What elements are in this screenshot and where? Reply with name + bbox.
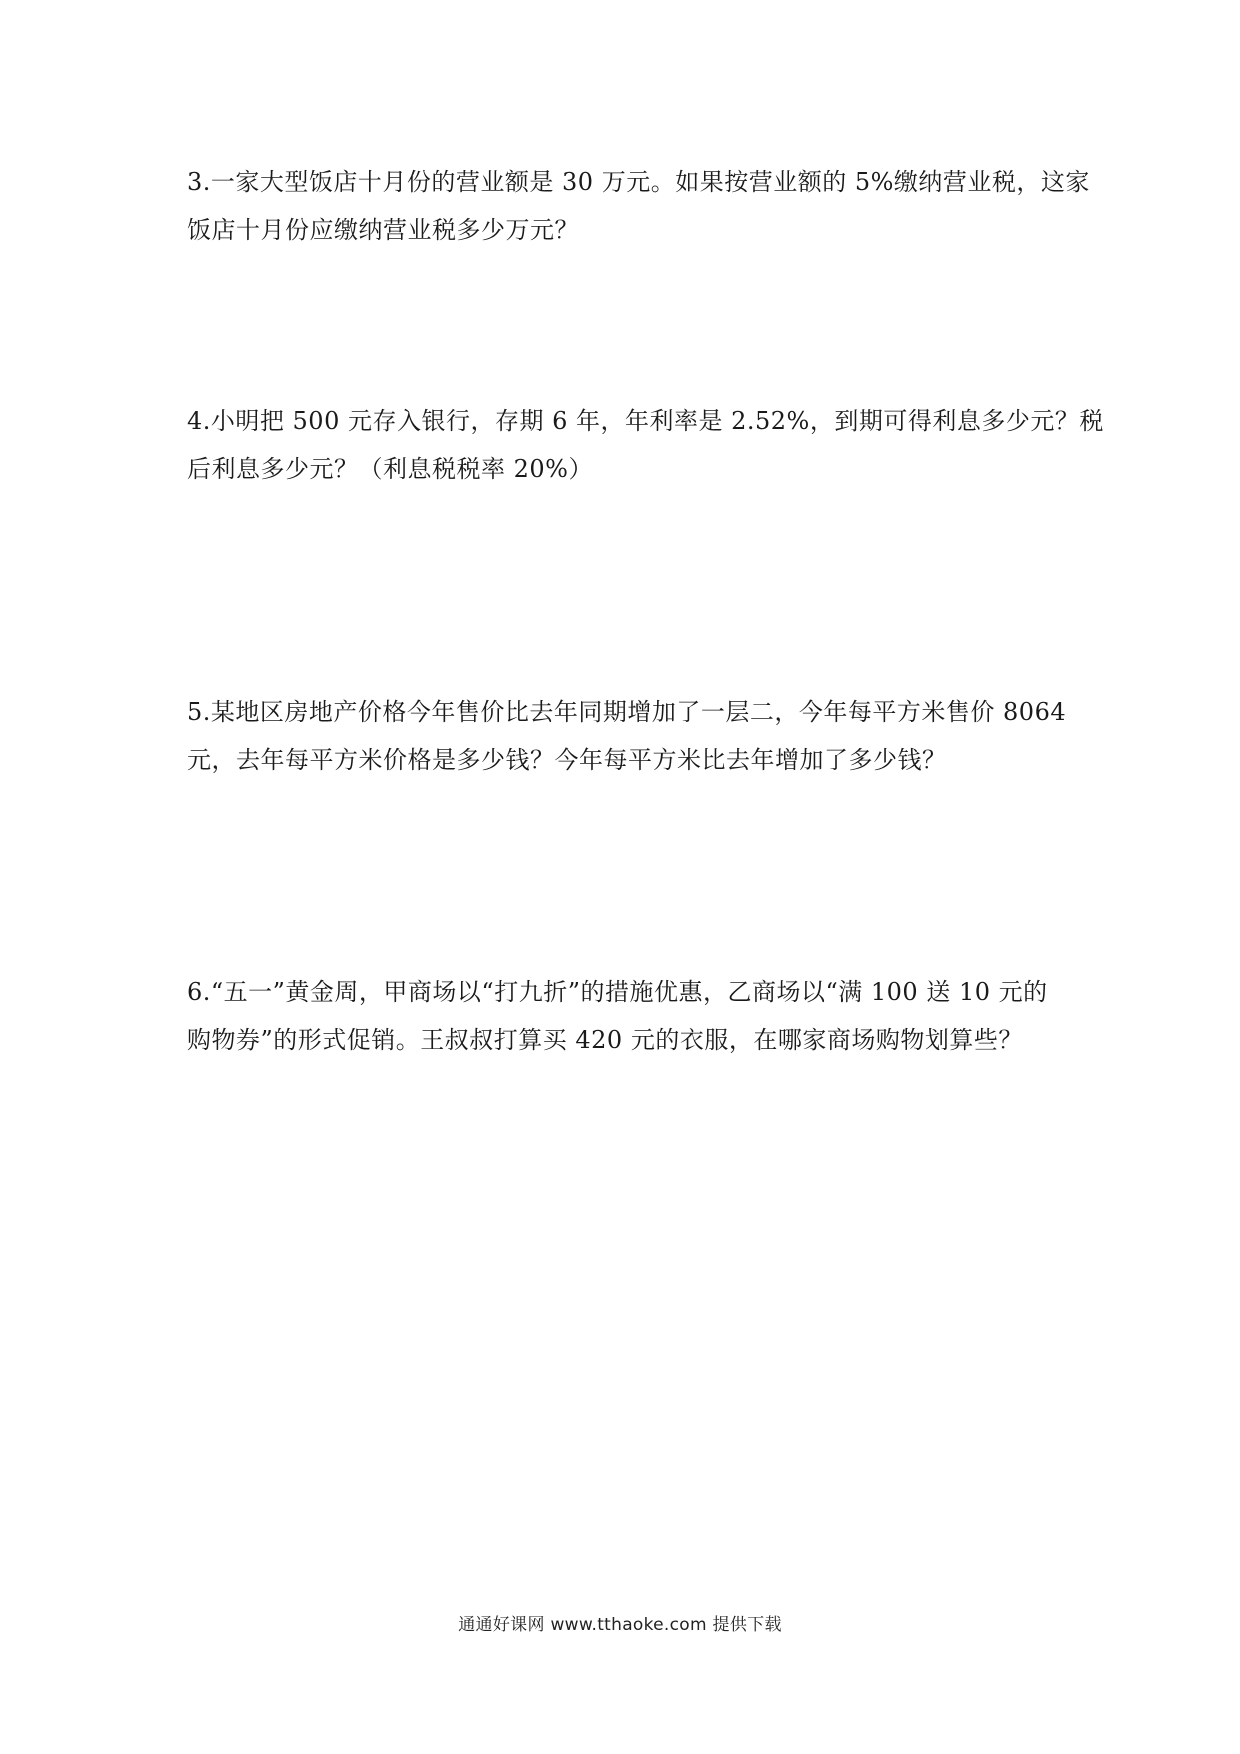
problem-6	[187, 968, 1087, 1064]
problem-5-line-2: 元，去年每平方米价格是多少钱？今年每平方米比去年增加了多少钱？	[187, 746, 947, 774]
problem-6-line-2: 购物券”的形式促销。王叔叔打算买 420 元的衣服，在哪家商场购物划算些？	[187, 1026, 1023, 1054]
page-footer: 通通好课网 www.tthaoke.com 提供下载	[458, 1615, 782, 1635]
problem-4-line-1: 4.小明把 500 元存入银行，存期 6 年，年利率是 2.52%，到期可得利息多少元？税	[187, 407, 1104, 435]
problem-5-line-1: 5.某地区房地产价格今年售价比去年同期增加了一层二，今年每平方米售价 8064	[187, 698, 1067, 726]
problem-6-line-1: 6.“五一”黄金周，甲商场以“打九折”的措施优惠，乙商场以“满 100 送 10 元的	[187, 978, 1048, 1006]
problem-4-line-2: 后利息多少元？（利息税税率 20%）	[187, 455, 593, 483]
problem-4	[187, 397, 1104, 493]
problem-3-line-1: 3.一家大型饭店十月份的营业额是 30 万元。如果按营业额的 5%缴纳营业税，这家	[187, 168, 1090, 196]
problem-3-line-2: 饭店十月份应缴纳营业税多少万元？	[187, 216, 579, 244]
problem-5	[187, 688, 1087, 784]
problem-3	[187, 158, 1090, 254]
